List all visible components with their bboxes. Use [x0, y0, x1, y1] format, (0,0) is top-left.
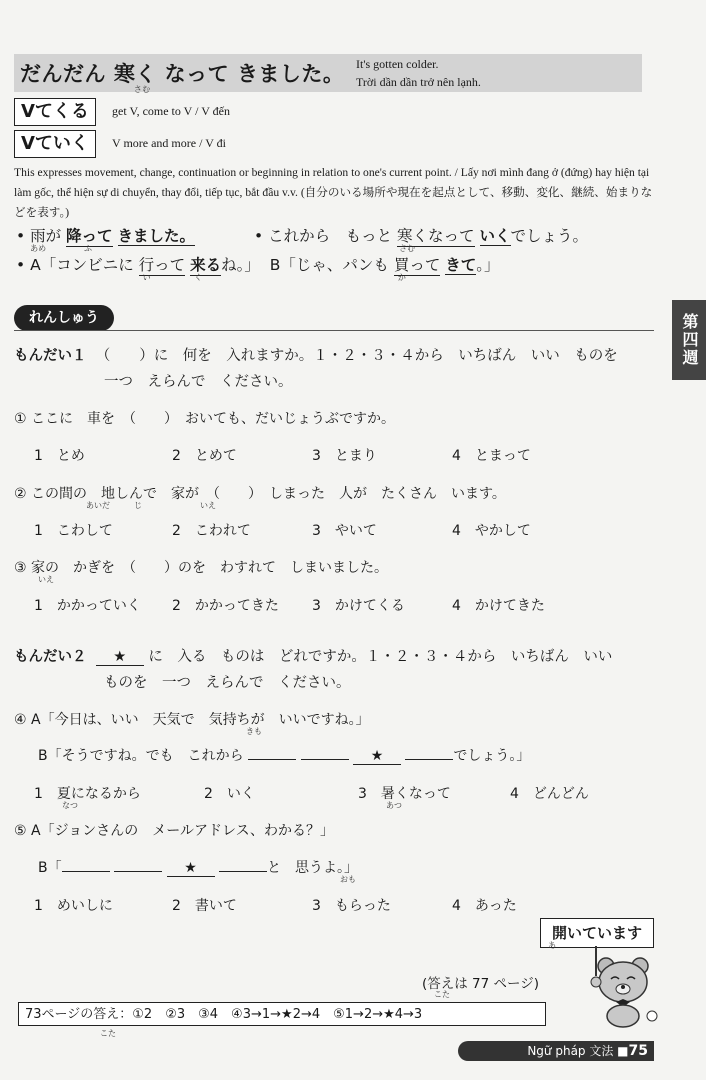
furigana: なつ [62, 801, 78, 810]
q1-option-1[interactable]: 1 とめ [34, 448, 85, 464]
question-1: ① ここに 車を （ ） おいても、だいじょうぶですか。 [14, 411, 395, 427]
ex2-c: いく [479, 227, 511, 245]
q1-option-3[interactable]: 3 とまり [312, 448, 377, 464]
lesson-title [20, 58, 345, 94]
answer-page-reference: (答えは 77 ページ) [422, 976, 540, 992]
answer-blank[interactable] [248, 745, 296, 760]
q4-option-3[interactable]: 3 暑くなって [358, 786, 451, 802]
star-blank[interactable]: ★ [167, 860, 215, 877]
pattern-box-tekuru: Vてくる [14, 98, 96, 126]
q1-option-2[interactable]: 2 とめて [172, 448, 237, 464]
furigana: ふ [84, 244, 93, 253]
q3-option-2[interactable]: 2 かかってきた [172, 598, 279, 614]
q3-option-1[interactable]: 1 かかっていく [34, 598, 141, 614]
ex3-a: A「コンビニに [30, 256, 134, 274]
q2-option-1[interactable]: 1 こわして [34, 523, 113, 539]
bullet: • [16, 227, 26, 245]
ex3-e: B「じゃ、パンも [269, 256, 389, 274]
furigana: さむ [399, 244, 416, 253]
q5-option-2[interactable]: 2 書いて [172, 898, 237, 914]
q4-b-suffix: でしょう。」 [453, 748, 531, 764]
q5-option-3[interactable]: 3 もらった [312, 898, 391, 914]
previous-answers-box: 73ページの答え：①2 ②3 ③4 ④3→1→★2→4 ⑤1→2→★4→3 [18, 1002, 546, 1026]
furigana: い [142, 273, 151, 282]
pattern-box-teiku: Vていく [14, 130, 96, 158]
furigana: く [194, 273, 203, 282]
star-blank[interactable]: ★ [353, 748, 401, 765]
furigana: あいだ [86, 501, 110, 510]
answer-blank[interactable] [62, 857, 110, 872]
page-footer [458, 1041, 654, 1061]
q2-option-2[interactable]: 2 こわれて [172, 523, 251, 539]
ex3-h: 。」 [476, 256, 500, 274]
answer-blank[interactable] [219, 857, 267, 872]
grammar-explanation: This expresses movement, change, continuation or beginning in relation to one's current point. / Lấy nơi mình đang ở (đứng) hay hiện tại làm gốc, thể hiện sự di chuyển, thay đổi, tiếp tục, bắt đầu v.v. (自分のいる場所や現在を起点として、移動、変化、継続、始まりなどを表す。) [14, 166, 653, 219]
ex2-b: 寒くなって [397, 227, 475, 245]
furigana: おも [340, 875, 356, 884]
mondai1-instruction-2: 一つ えらんで ください。 [104, 374, 293, 390]
example-line-3 [16, 253, 500, 282]
q4-option-2[interactable]: 2 いく [204, 786, 255, 802]
furigana: あつ [386, 801, 402, 810]
q4-option-1[interactable]: 1 夏になるから [34, 786, 141, 802]
example-line-1 [16, 224, 196, 253]
footer-label: Ngữ pháp 文法 ■ [527, 1044, 629, 1058]
furigana: こた [434, 990, 450, 999]
question-5-b [38, 857, 358, 877]
open-sign: 開いています [540, 918, 654, 948]
q2-option-3[interactable]: 3 やいて [312, 523, 377, 539]
title-word-4: きました。 [236, 62, 345, 86]
ex1-c: きました。 [117, 227, 196, 245]
ex2-d: でしょう。 [510, 227, 589, 245]
ex1-b: 降って [66, 227, 113, 245]
title-furigana: さむ [133, 85, 151, 94]
ex3-c: 来る [190, 256, 222, 274]
ex1-a: 雨が [30, 227, 62, 245]
title-vietnamese: Trời dần dần trở nên lạnh. [356, 75, 481, 89]
question-4-b [38, 745, 530, 765]
q5-option-1[interactable]: 1 めいしに [34, 898, 113, 914]
mondai2-label: もんだい２ [14, 649, 87, 665]
star-blank: ★ [96, 649, 144, 666]
bear-mascot-icon [578, 946, 668, 1028]
answer-blank[interactable] [405, 745, 453, 760]
title-english: It's gotten colder. [356, 57, 439, 71]
bullet: • [254, 227, 264, 245]
ex3-d: ね。」 [221, 256, 260, 274]
q3-option-4[interactable]: 4 かけてきた [452, 598, 545, 614]
q3-option-3[interactable]: 3 かけてくる [312, 598, 405, 614]
practice-label: れんしゅう [14, 305, 114, 331]
mondai2-instruction-2: ものを 一つ えらんで ください。 [104, 675, 351, 691]
mondai2-instruction: に 入る ものは どれですか。１・２・３・４から いちばん いい [148, 649, 613, 665]
furigana: いえ [200, 501, 216, 510]
q5-option-4[interactable]: 4 あった [452, 898, 517, 914]
q4-b-prefix: B「そうですね。でも これから [38, 748, 244, 764]
furigana: じ [134, 501, 142, 510]
q5-b-prefix: B「 [38, 860, 62, 876]
answer-blank[interactable] [301, 745, 349, 760]
pattern-desc-tekuru: get V, come to V / V đến [112, 104, 231, 118]
furigana: あ [548, 941, 556, 950]
q4-option-4[interactable]: 4 どんどん [510, 786, 589, 802]
week-side-tab: 第四週 [672, 300, 706, 380]
furigana: か [397, 273, 406, 282]
question-3: ③ 家の かぎを （ ）のを わすれて しまいました。 [14, 560, 388, 576]
furigana: きも [246, 727, 262, 736]
furigana: あめ [30, 244, 47, 253]
title-word-1: だんだん [20, 62, 106, 86]
title-word-3: なって [164, 62, 230, 86]
furigana: いえ [38, 575, 54, 584]
q1-option-4[interactable]: 4 とまって [452, 448, 531, 464]
title-word-2: 寒く [113, 62, 157, 86]
mondai2-heading [14, 645, 612, 666]
question-5-a: ⑤ A「ジョンさんの メールアドレス、わかる？」 [14, 823, 335, 839]
q2-option-4[interactable]: 4 やかして [452, 523, 531, 539]
question-4-a: ④ A「今日は、いい 天気で 気持ちが いいですね。」 [14, 712, 370, 728]
furigana: こた [100, 1029, 116, 1038]
mondai1-instruction: （ ）に 何を 入れますか。１・２・３・４から いちばん いい ものを [95, 348, 618, 364]
page-number: 75 [628, 1043, 648, 1059]
answer-blank[interactable] [114, 857, 162, 872]
pattern-desc-teiku: V more and more / V đi [112, 136, 226, 150]
ex3-g: きて [445, 256, 477, 274]
example-line-2 [254, 224, 589, 253]
q5-b-suffix: と 思うよ。」 [266, 860, 358, 876]
ex2-a: これから もっと [268, 227, 393, 245]
mondai1-heading [14, 344, 618, 365]
question-2: ② この間の 地しんで 家が （ ） しまった 人が たくさん います。 [14, 486, 506, 502]
section-divider [14, 330, 654, 331]
mondai1-label: もんだい１ [14, 348, 87, 364]
ex3-b: 行って [138, 256, 186, 274]
bullet: • [16, 256, 26, 274]
ex3-f: 買って [393, 256, 441, 274]
